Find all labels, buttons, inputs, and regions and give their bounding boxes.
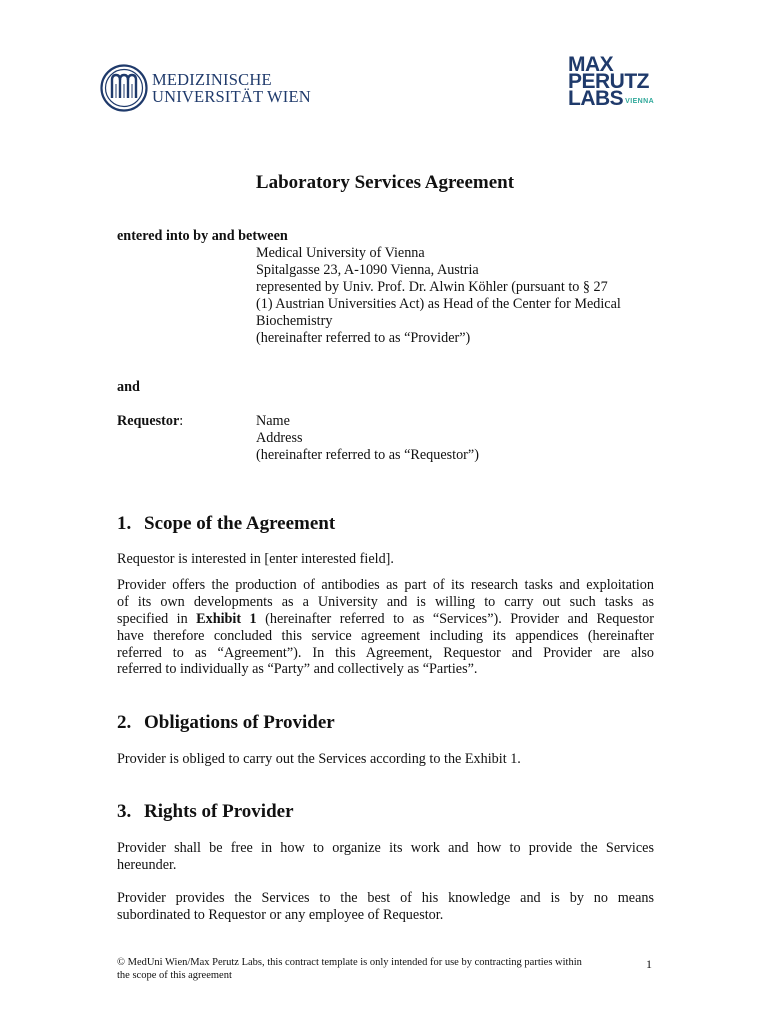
exhibit-prefix: specified in: [117, 610, 197, 627]
paragraph-line: subordinated to Requestor or any employee of Requestor.: [117, 906, 444, 923]
provider-line: Spitalgasse 23, A-1090 Vienna, Austria: [256, 262, 479, 278]
mpl-line3: LABS: [568, 87, 624, 110]
section-paragraph: [117, 840, 654, 874]
meduni-wordmark: [152, 71, 311, 105]
meduni-emblem-icon: [100, 64, 148, 112]
meduni-wien-logo: [100, 64, 311, 112]
provider-line: represented by Univ. Prof. Dr. Alwin Köhler (pursuant to § 27: [256, 279, 608, 295]
meduni-wordmark-line2: UNIVERSITÄT WIEN: [152, 87, 311, 106]
requestor-line: Name: [256, 413, 290, 429]
provider-line: (1) Austrian Universities Act) as Head of the Center for Medical: [256, 296, 621, 312]
section-heading: [117, 712, 335, 734]
document-title: Laboratory Services Agreement: [255, 172, 515, 193]
footer-line: the scope of this agreement: [117, 970, 232, 981]
section-paragraph: [117, 577, 654, 678]
paragraph-line: Provider shall be free in how to organize its work and how to provide the Services: [117, 840, 654, 856]
section-number: 1.: [117, 513, 132, 534]
section-paragraph: Requestor is interested in [enter interested field].: [117, 551, 394, 567]
requestor-line: (hereinafter referred to as “Requestor”): [256, 447, 479, 463]
mpl-line2: PERUTZ: [568, 70, 649, 93]
provider-line: (hereinafter referred to as “Provider”): [256, 330, 471, 346]
mpl-line1: MAX: [568, 53, 614, 76]
mpl-line3-wrap: [568, 87, 655, 110]
section-paragraph: Provider is obliged to carry out the Services according to the Exhibit 1.: [117, 751, 521, 767]
page-footer: [117, 956, 637, 982]
section-title: Obligations of Provider: [144, 712, 335, 733]
meduni-wordmark-line1: MEDIZINISCHE: [152, 70, 272, 89]
paragraph-line: of its own developments as a University and is willing to carry out such tasks as: [117, 593, 654, 610]
exhibit-reference: Exhibit 1: [196, 610, 257, 627]
section-number: 2.: [117, 712, 132, 733]
section-heading: [117, 801, 294, 823]
provider-line: Medical University of Vienna: [256, 245, 425, 261]
section-title: Scope of the Agreement: [144, 513, 336, 534]
paragraph-line: Provider provides the Services to the best of his knowledge and is by no means: [117, 890, 654, 906]
paragraph-line: referred to as “Agreement”). In this Agreement, Requestor and Provider are also: [117, 644, 654, 661]
section-title: Rights of Provider: [144, 801, 294, 822]
requestor-label-wrap: [117, 413, 183, 430]
footer-line: © MedUni Wien/Max Perutz Labs, this contract template is only intended for use by contracting parties within: [117, 957, 582, 968]
page-number: 1: [646, 957, 652, 971]
max-perutz-labs-logo: [568, 53, 655, 110]
paragraph-line: hereunder.: [117, 856, 177, 873]
provider-line: Biochemistry: [256, 313, 333, 329]
paragraph-line: Provider offers the production of antibodies as part of its research tasks and exploitation: [117, 577, 654, 593]
exhibit-suffix: (hereinafter referred to as “Services”). Provider and Requestor: [265, 610, 654, 627]
section-paragraph: [117, 890, 654, 924]
requestor-label: Requestor: [117, 413, 180, 429]
paragraph-line: have therefore concluded this service agreement including its appendices (hereinafter: [117, 627, 654, 644]
and-label: and: [117, 379, 140, 395]
requestor-colon: :: [179, 413, 184, 429]
requestor-line: Address: [256, 430, 303, 446]
parties-intro: entered into by and between: [117, 228, 288, 244]
section-number: 3.: [117, 801, 132, 822]
paragraph-line: referred to individually as “Party” and collectively as “Parties”.: [117, 661, 478, 678]
mpl-vienna: VIENNA: [625, 98, 655, 105]
paragraph-line-mixed: [117, 611, 654, 628]
section-heading: [117, 513, 335, 535]
